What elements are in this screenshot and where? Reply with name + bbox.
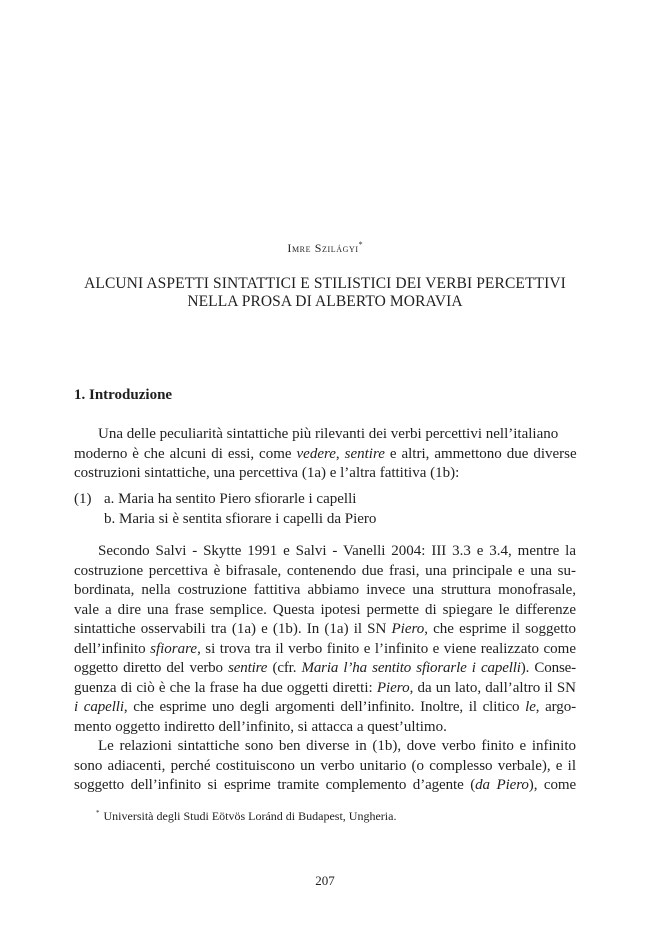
paragraph-1-line-2 — [74, 445, 576, 465]
p2-line-10: mento oggetto indiretto dell’infinito, si attacca a quest’ultimo. — [74, 718, 447, 735]
p2-line-8 — [74, 679, 576, 699]
p2-l5-text-a: sintattiche osservabili tra (1a) e (1b). In (1a) il SN — [74, 621, 392, 637]
p2-line-4: vale a dire una frase semplice. Questa ipotesi permette di spiegare le differenze — [74, 601, 576, 618]
p3-line-3 — [74, 776, 576, 796]
footnote-marker: * — [96, 809, 100, 817]
p2-line-7 — [74, 659, 576, 679]
p3-l3-italic: da Piero — [475, 777, 529, 793]
p2-l7-text-c: ). Conse- — [520, 660, 577, 676]
p2-line-6 — [74, 640, 576, 660]
paragraph-3 — [74, 737, 576, 796]
p1-l2-text-a: moderno è che alcuni di essi, come — [74, 445, 297, 462]
paragraph-1-line-1 — [74, 425, 576, 445]
p2-line-5 — [74, 620, 576, 640]
p2-l7-italic-example: Maria l’ha sentito sfiorarle i capelli — [301, 660, 521, 676]
p1-l2-italic-sentire: sentire — [344, 445, 385, 462]
p3-line-2: sono adiacenti, perché costituiscono un verbo unitario (o complesso verbale), e il — [74, 757, 576, 774]
p2-l8-text-b: , da un lato, dall’altro il SN — [409, 679, 577, 696]
p2-l9-text-a: , che esprime uno degli argomenti dell’infinito. Inoltre, il clitico — [123, 699, 526, 715]
section-heading: 1. Introduzione — [74, 387, 173, 403]
paragraph-2 — [74, 542, 576, 737]
p2-l6-italic: sfiorare — [150, 640, 198, 657]
author-footnote-marker: * — [358, 240, 363, 249]
example-number: (1) — [74, 491, 92, 507]
p2-l8-italic: Piero — [376, 679, 410, 696]
example-item-b: b. Maria si è sentita sfiorare i capelli da Piero — [104, 511, 377, 527]
p2-l7-text-b: (cfr. — [267, 660, 302, 676]
footnote — [96, 809, 396, 824]
p2-l9-italic-b: le — [525, 699, 536, 715]
footnote-text: Università degli Studi Eötvös Loránd di Budapest, Ungheria. — [103, 809, 397, 823]
p2-line-1: Secondo Salvi - Skytte 1991 e Salvi - Vanelli 2004: III 3.3 e 3.4, mentre la — [98, 543, 576, 559]
paper-title — [70, 275, 580, 311]
p2-line-9 — [74, 698, 576, 718]
title-line-2: NELLA PROSA DI ALBERTO MORAVIA — [187, 293, 463, 310]
p1-l1-text: Una delle peculiarità sintattiche più rilevanti dei verbi percettivi nell’italiano — [98, 426, 559, 442]
page-number: 207 — [315, 873, 335, 888]
p2-l8-text-a: guenza di ciò è che la frase ha due oggetti diretti: — [74, 679, 377, 696]
p2-l9-text-b: , argo- — [535, 699, 577, 715]
p2-l6-text-a: dell’infinito — [74, 640, 151, 657]
author-name-text: Imre Szilágyi — [287, 241, 359, 255]
p2-l6-text-b: , si trova tra il verbo finito e l’infinito e viene realizzato come — [197, 640, 576, 657]
p2-line-3: bordinata, nella costruzione fattitiva abbiamo invece una struttura monofrasale, — [74, 582, 576, 598]
p1-l2-text-b: , — [335, 445, 345, 462]
p2-l7-text-a: oggetto diretto del verbo — [74, 660, 229, 676]
p3-l3-text-a: soggetto dell’infinito si esprime tramite complemento d’agente ( — [74, 777, 476, 793]
paragraph-1-line-3: costruzioni sintattiche, una percettiva (1a) e l’altra fattitiva (1b): — [74, 465, 460, 481]
title-line-1: ALCUNI ASPETTI SINTATTICI E STILISTICI DEI VERBI PERCETTIVI — [84, 275, 566, 292]
p1-l2-text-c: e altri, ammettono due diverse — [384, 445, 577, 462]
p2-line-2: costruzione percettiva è bifrasale, contenendo due frasi, una principale e una su- — [74, 562, 576, 579]
p2-l5-text-b: , che esprime il soggetto — [424, 621, 577, 637]
author-name — [0, 240, 650, 256]
example-item-a: a. Maria ha sentito Piero sfiorarle i capelli — [104, 491, 357, 507]
p2-l5-italic: Piero — [391, 621, 425, 637]
p2-l9-italic-a: i capelli — [74, 699, 124, 715]
p3-l3-text-b: ), come — [528, 777, 577, 793]
p1-l2-italic-vedere: vedere — [296, 445, 336, 462]
paragraph-1 — [74, 425, 576, 484]
p2-l7-italic-sentire: sentire — [228, 660, 268, 676]
p3-line-1: Le relazioni sintattiche sono ben diverse in (1b), dove verbo finito e infinito — [98, 738, 576, 754]
